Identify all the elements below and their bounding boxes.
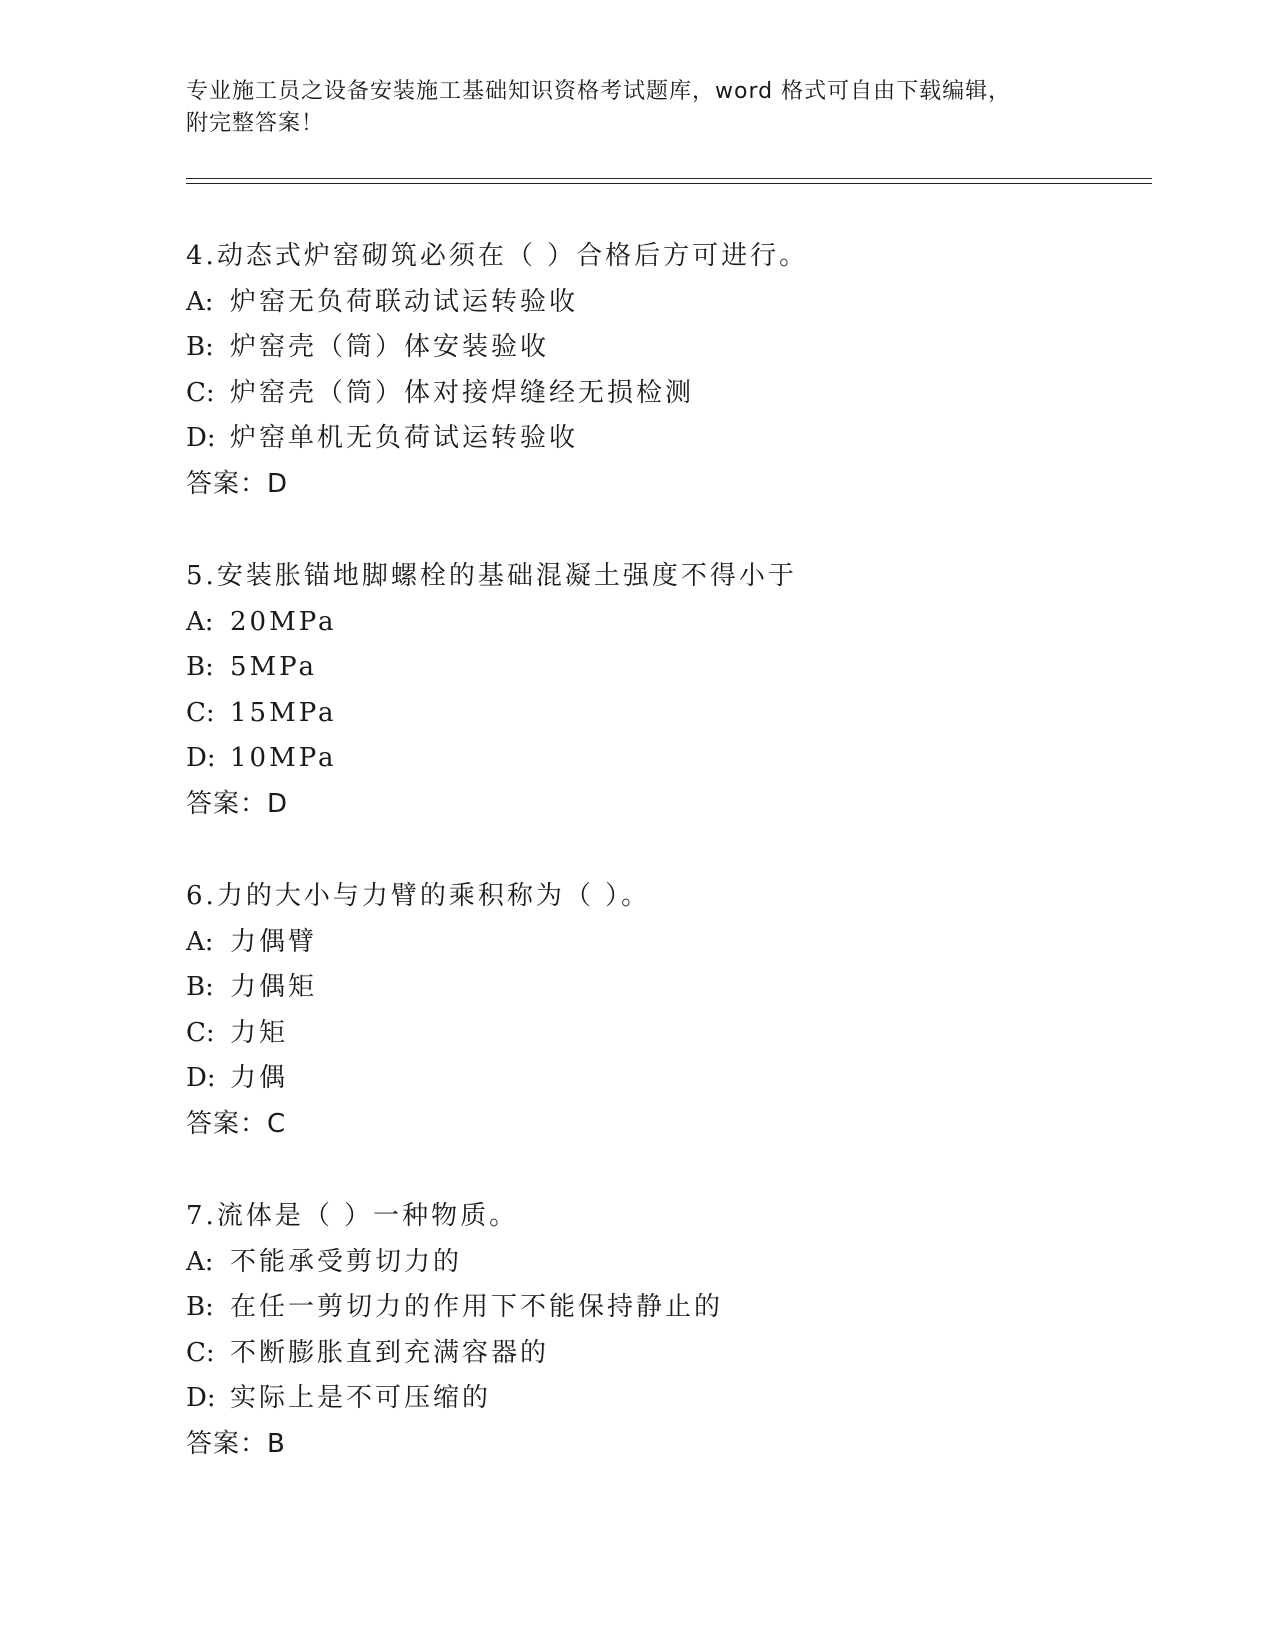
question-stem <box>186 554 1146 600</box>
option-text: 炉窑无负荷联动试运转验收 <box>230 286 579 317</box>
option-letter: C: <box>186 697 215 728</box>
option-letter: B: <box>186 652 214 682</box>
question-stem <box>186 234 1146 280</box>
option-text: 20MPa <box>230 606 337 637</box>
option-c <box>186 371 1146 417</box>
option-text: 在任一剪切力的作用下不能保持静止的 <box>230 1292 724 1322</box>
question-text: 力的大小与力臂的乘积称为（ ）。 <box>216 881 651 911</box>
option-c <box>186 1011 1146 1057</box>
question-7 <box>186 1194 1146 1514</box>
option-text: 5MPa <box>230 652 317 682</box>
option-text: 炉窑单机无负荷试运转验收 <box>230 423 579 453</box>
option-text: 10MPa <box>230 743 337 773</box>
option-letter: C: <box>186 1337 215 1368</box>
option-b <box>186 325 1146 371</box>
question-stem <box>186 874 1146 920</box>
option-letter: D: <box>186 1383 216 1413</box>
question-stem <box>186 1194 1146 1240</box>
option-d <box>186 1056 1146 1102</box>
option-letter: D: <box>186 743 216 773</box>
header-rule-bottom <box>186 183 1152 184</box>
option-text: 力偶 <box>230 1063 289 1093</box>
option-b <box>186 1285 1146 1331</box>
option-b <box>186 645 1146 691</box>
option-a <box>186 920 1146 966</box>
option-letter: D: <box>186 1063 216 1093</box>
question-5 <box>186 554 1146 874</box>
option-text: 炉窑壳（筒）体安装验收 <box>230 332 550 362</box>
option-letter: C: <box>186 1017 215 1048</box>
option-letter: B: <box>186 332 214 362</box>
option-text: 不断膨胀直到充满容器的 <box>230 1337 550 1368</box>
option-d <box>186 416 1146 462</box>
answer-line: 答案：D <box>186 468 289 499</box>
option-letter: A: <box>186 606 214 637</box>
question-list <box>186 234 1146 1514</box>
answer-line: 答案：B <box>186 1428 286 1459</box>
option-d <box>186 1376 1146 1422</box>
option-a <box>186 1240 1146 1286</box>
option-a <box>186 280 1146 326</box>
answer-line: 答案：D <box>186 788 289 819</box>
option-letter: C: <box>186 377 215 408</box>
option-text: 不能承受剪切力的 <box>230 1246 463 1277</box>
option-text: 力偶矩 <box>230 972 318 1002</box>
option-c <box>186 1331 1146 1377</box>
question-6 <box>186 874 1146 1194</box>
header-line-2: 附完整答案！ <box>186 111 325 136</box>
question-number: 6. <box>186 881 217 911</box>
option-b <box>186 965 1146 1011</box>
option-d <box>186 736 1146 782</box>
option-letter: A: <box>186 286 214 317</box>
option-letter: B: <box>186 1292 214 1322</box>
option-c <box>186 691 1146 737</box>
option-letter: A: <box>186 1246 214 1277</box>
question-number: 5. <box>186 561 217 591</box>
option-text: 炉窑壳（筒）体对接焊缝经无损检测 <box>230 377 695 408</box>
question-text: 动态式炉窑砌筑必须在（ ）合格后方可进行。 <box>216 241 809 271</box>
option-letter: A: <box>186 926 214 957</box>
option-text: 15MPa <box>230 697 337 728</box>
option-letter: D: <box>186 423 216 453</box>
answer-line: 答案：C <box>186 1108 287 1139</box>
document-header <box>186 76 1086 140</box>
header-line-1: 专业施工员之设备安装施工基础知识资格考试题库，word 格式可自由下载编辑， <box>186 79 1012 104</box>
question-text: 流体是（ ）一种物质。 <box>216 1201 519 1231</box>
option-text: 力偶臂 <box>230 926 318 957</box>
question-4 <box>186 234 1146 554</box>
option-a <box>186 600 1146 646</box>
question-number: 7. <box>186 1201 217 1231</box>
option-text: 实际上是不可压缩的 <box>230 1383 492 1413</box>
option-letter: B: <box>186 972 214 1002</box>
question-text: 安装胀锚地脚螺栓的基础混凝土强度不得小于 <box>216 561 797 591</box>
question-number: 4. <box>186 241 217 271</box>
header-rule-top <box>186 178 1152 179</box>
option-text: 力矩 <box>230 1017 289 1048</box>
